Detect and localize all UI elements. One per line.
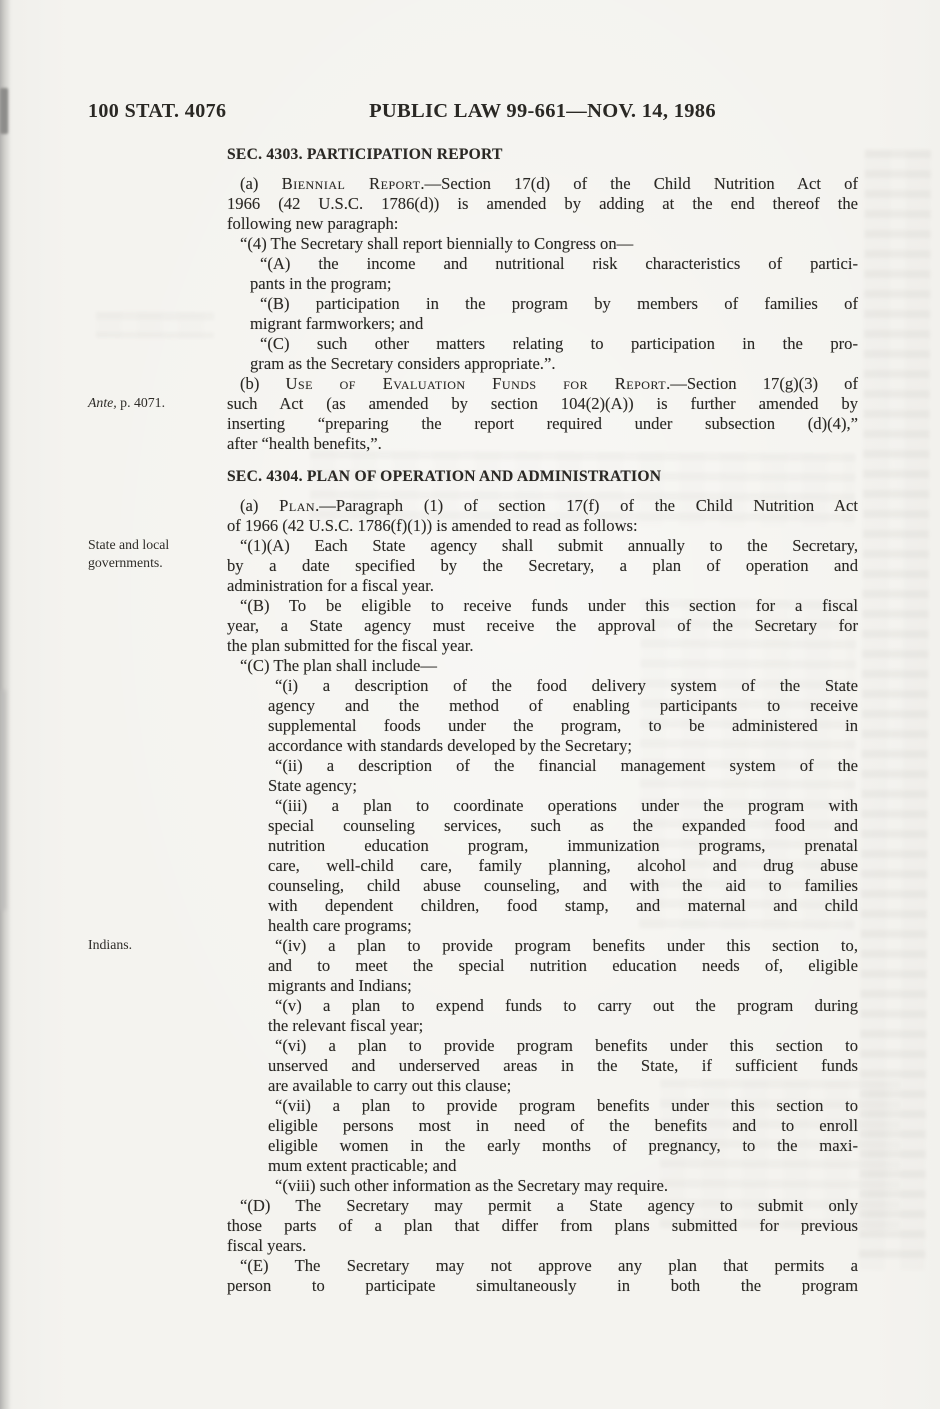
margin-note <box>88 394 220 412</box>
paragraph <box>227 796 858 936</box>
text-line <box>268 1056 858 1076</box>
section-heading: SEC. 4304. PLAN OF OPERATION AND ADMINISTRATION <box>227 468 662 485</box>
text-segment: “(v) a plan to expend funds to carry out the program during <box>275 996 858 1015</box>
text-segment: unserved and underserved areas in the State, if sufficient funds <box>268 1056 858 1075</box>
text-line <box>227 1276 858 1296</box>
paragraph <box>227 996 858 1036</box>
text-line <box>250 314 858 334</box>
stat-page-number: 100 STAT. 4076 <box>88 100 227 122</box>
text-line <box>268 1116 858 1136</box>
text-segment: “(D) The Secretary may permit a State agency to submit only <box>240 1196 858 1215</box>
text-line <box>250 254 858 274</box>
text-segment: migrant farmworkers; and <box>250 314 424 333</box>
text-segment: eligible women in the early months of pregnancy, to the maxi- <box>268 1136 858 1155</box>
paragraph <box>227 294 858 334</box>
text-line <box>227 194 858 214</box>
text-segment: migrants and Indians; <box>268 976 412 995</box>
text-line <box>268 796 858 816</box>
text-segment: “(B) To be eligible to receive funds under this section for a fiscal <box>240 596 858 615</box>
paragraph <box>227 656 858 676</box>
text-segment: State agency; <box>268 776 357 795</box>
text-line <box>227 1216 858 1236</box>
text-segment: “(4) The Secretary shall report biennially to Congress on— <box>240 234 634 253</box>
text-line <box>227 656 858 676</box>
text-segment: gram as the Secretary considers appropriate.”. <box>250 354 556 373</box>
text-line <box>268 836 858 856</box>
text-line <box>250 334 858 354</box>
text-segment: supplemental foods under the program, to be administered in <box>268 716 858 735</box>
text-segment: (b) <box>240 374 286 393</box>
text-segment: person to participate simultaneously in both the program <box>227 1276 858 1295</box>
text-line <box>227 374 858 394</box>
text-segment: “(C) The plan shall include— <box>240 656 437 675</box>
text-segment: “(C) such other matters relating to participation in the pro- <box>260 334 858 353</box>
text-line <box>268 896 858 916</box>
text-segment: of 1966 (42 U.S.C. 1786(f)(1)) is amended to read as follows: <box>227 516 638 535</box>
text-line <box>227 596 858 616</box>
text-segment: .—Paragraph (1) of section 17(f) of the Child Nutrition Act <box>315 496 858 515</box>
text-segment: nutrition education program, immunization programs, prenatal <box>268 836 858 855</box>
paragraph <box>88 936 858 996</box>
text-line <box>227 414 858 434</box>
paragraph <box>227 1096 858 1176</box>
text-segment: “(iv) a plan to provide program benefits under this section to, <box>275 936 858 955</box>
paragraph <box>227 1176 858 1196</box>
text-segment: year, a State agency must receive the approval of the Secretary for <box>227 616 858 635</box>
text-segment: .—Section 17(d) of the Child Nutrition Act of <box>420 174 858 193</box>
text-line <box>227 394 858 414</box>
text-line <box>268 856 858 876</box>
text-line <box>268 716 858 736</box>
section-heading: SEC. 4303. PARTICIPATION REPORT <box>227 146 503 163</box>
text-segment: “(1)(A) Each State agency shall submit annually to the Secretary, <box>240 536 858 555</box>
text-line <box>227 434 858 454</box>
text-segment: Ante, <box>88 395 117 410</box>
text-line <box>250 354 858 374</box>
text-segment: “(viii) such other information as the Secretary may require. <box>275 1176 669 1195</box>
text-segment: “(iii) a plan to coordinate operations under the program with <box>275 796 858 815</box>
paragraph <box>88 374 859 454</box>
paragraph <box>88 536 858 596</box>
text-segment: with dependent children, food stamp, and maternal and child <box>268 896 858 915</box>
margin-note <box>88 936 220 954</box>
text-line <box>268 1136 858 1156</box>
text-line <box>227 536 858 556</box>
text-segment: State and local governments. <box>88 537 170 570</box>
text-segment: (a) <box>240 496 280 515</box>
text-line <box>227 1196 858 1216</box>
text-line <box>227 174 858 194</box>
text-segment: administration for a fiscal year. <box>227 576 434 595</box>
paragraph <box>227 496 858 536</box>
text-segment: p. 4071. <box>116 395 166 410</box>
text-segment: 1966 (42 U.S.C. 1786(d)) is amended by adding at the end thereof the <box>227 194 858 213</box>
text-line <box>227 636 858 656</box>
text-segment: the relevant fiscal year; <box>268 1016 424 1035</box>
text-segment: (a) <box>240 174 282 193</box>
text-line <box>250 274 858 294</box>
text-line <box>268 1076 858 1096</box>
text-line <box>227 214 858 234</box>
text-segment: the plan submitted for the fiscal year. <box>227 636 474 655</box>
text-line <box>268 676 858 696</box>
text-segment: “(ii) a description of the financial management system of the <box>275 756 858 775</box>
text-line <box>268 916 858 936</box>
text-line <box>268 1176 858 1196</box>
text-line <box>268 696 858 716</box>
text-segment: “(i) a description of the food delivery system of the State <box>275 676 858 695</box>
text-line <box>227 556 858 576</box>
paragraph <box>227 334 858 374</box>
text-line <box>227 576 858 596</box>
text-column <box>88 144 859 1296</box>
paragraph <box>227 596 858 656</box>
text-line <box>268 876 858 896</box>
text-segment: counseling, child abuse counseling, and with the aid to families <box>268 876 858 895</box>
small-caps-text: Biennial Report <box>281 174 421 193</box>
text-line <box>268 816 858 836</box>
text-line <box>268 976 858 996</box>
text-line <box>227 1236 858 1256</box>
text-segment: “(A) the income and nutritional risk characteristics of partici- <box>260 254 858 273</box>
text-line <box>227 234 858 254</box>
text-line <box>268 1096 858 1116</box>
public-law-title: PUBLIC LAW 99-661—NOV. 14, 1986 <box>369 100 716 122</box>
text-line <box>268 996 858 1016</box>
text-segment: fiscal years. <box>227 1236 307 1255</box>
small-caps-text: Use of Evaluation Funds for Report <box>285 374 667 393</box>
ghost-text-artifact <box>96 312 214 339</box>
small-caps-text: Plan <box>279 496 316 515</box>
text-segment: eligible persons most in need of the benefits and to enroll <box>268 1116 858 1135</box>
text-segment: by a date specified by the Secretary, a plan of operation and <box>227 556 858 575</box>
text-line <box>227 1256 858 1276</box>
page-header <box>0 100 940 126</box>
text-segment: agency and the method of enabling participants to receive <box>268 696 858 715</box>
text-line <box>268 956 858 976</box>
text-segment: following new paragraph: <box>227 214 399 233</box>
text-segment: accordance with standards developed by the Secretary; <box>268 736 632 755</box>
text-segment: “(E) The Secretary may not approve any plan that permits a <box>240 1256 858 1275</box>
paragraph <box>227 254 858 294</box>
text-segment: “(vii) a plan to provide program benefits under this section to <box>275 1096 858 1115</box>
text-segment: care, well-child care, family planning, alcohol and drug abuse <box>268 856 858 875</box>
text-segment: Indians. <box>88 937 133 952</box>
text-line <box>268 756 858 776</box>
text-segment: “(vi) a plan to provide program benefits under this section to <box>275 1036 858 1055</box>
scan-edge-shade-artifact <box>0 690 6 910</box>
text-segment: “(B) participation in the program by members of families of <box>260 294 858 313</box>
text-segment: inserting “preparing the report required under subsection (d)(4),” <box>227 414 858 433</box>
paragraph <box>227 174 858 234</box>
text-segment: such Act (as amended by section 104(2)(A)) is further amended by <box>227 394 858 413</box>
text-segment: pants in the program; <box>250 274 392 293</box>
text-line <box>268 736 858 756</box>
paragraph <box>227 756 858 796</box>
paragraph <box>227 1036 858 1096</box>
text-line <box>268 936 858 956</box>
text-segment: after “health benefits,”. <box>227 434 382 453</box>
text-line <box>268 1156 858 1176</box>
text-line <box>250 294 858 314</box>
paragraph <box>227 1256 858 1296</box>
text-segment: and to meet the special nutrition education needs of, eligible <box>268 956 858 975</box>
text-segment: .—Section 17(g)(3) of <box>666 374 859 393</box>
paragraph <box>227 676 858 756</box>
text-segment: special counseling services, such as the expanded food and <box>268 816 858 835</box>
text-segment: are available to carry out this clause; <box>268 1076 512 1095</box>
text-line <box>227 516 858 536</box>
text-line <box>227 496 858 516</box>
text-line <box>227 616 858 636</box>
margin-note <box>88 536 220 571</box>
paragraph <box>227 234 858 254</box>
text-line <box>268 1036 858 1056</box>
paragraph <box>227 1196 858 1256</box>
text-line <box>268 776 858 796</box>
text-line <box>268 1016 858 1036</box>
text-segment: those parts of a plan that differ from plans submitted for previous <box>227 1216 858 1235</box>
text-segment: mum extent practicable; and <box>268 1156 457 1175</box>
text-segment: health care programs; <box>268 916 412 935</box>
